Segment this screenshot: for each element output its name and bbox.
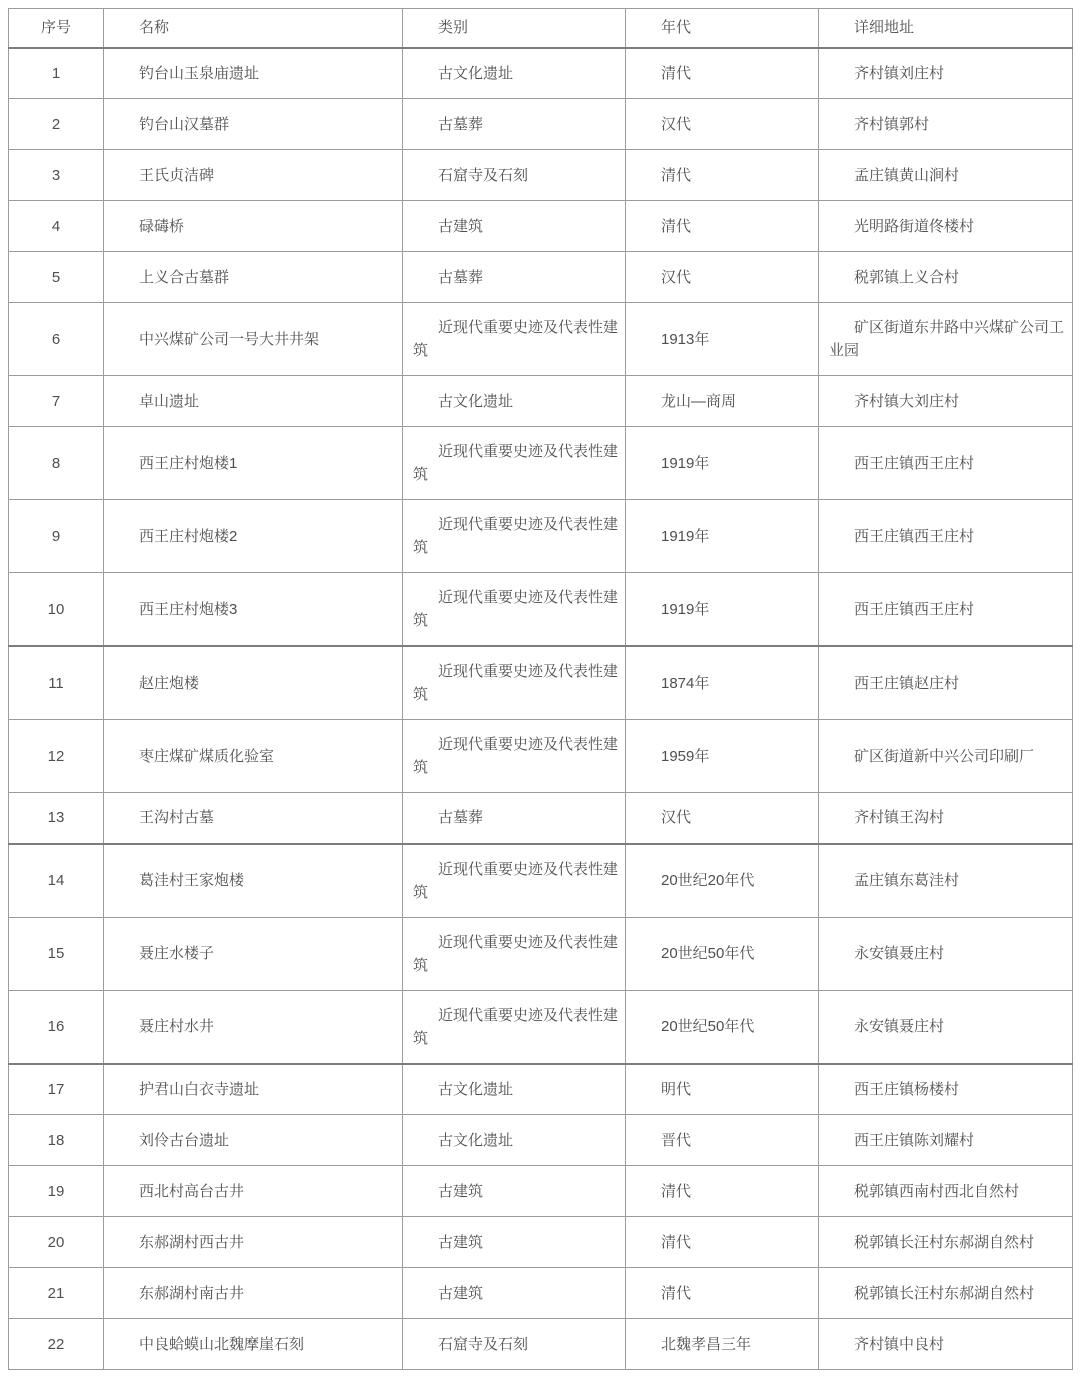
- cell-name: 刘伶古台遗址: [104, 1115, 403, 1166]
- column-header-index: 序号: [9, 9, 104, 48]
- cell-index: 5: [9, 252, 104, 303]
- cell-address: 税郭镇长汪村东郝湖自然村: [819, 1217, 1073, 1268]
- cell-index: 22: [9, 1319, 104, 1370]
- table-row: [9, 427, 1073, 500]
- cell-index: 18: [9, 1115, 104, 1166]
- cell-era: 清代: [626, 1166, 819, 1217]
- cell-name: 聂庄村水井: [104, 990, 403, 1064]
- cell-name: 上义合古墓群: [104, 252, 403, 303]
- table-row: [9, 793, 1073, 844]
- cell-index: 10: [9, 573, 104, 647]
- cell-category: 古文化遗址: [403, 48, 626, 99]
- cell-category: 古建筑: [403, 201, 626, 252]
- cell-index: 11: [9, 646, 104, 720]
- cell-era: 明代: [626, 1064, 819, 1115]
- cell-name: 钓台山汉墓群: [104, 99, 403, 150]
- cell-name: 赵庄炮楼: [104, 646, 403, 720]
- cell-era: 1959年: [626, 720, 819, 793]
- cell-name: 王沟村古墓: [104, 793, 403, 844]
- cell-name: 钓台山玉泉庙遗址: [104, 48, 403, 99]
- cell-category: 古建筑: [403, 1217, 626, 1268]
- table-row: [9, 150, 1073, 201]
- cell-address: 西王庄镇西王庄村: [819, 427, 1073, 500]
- cell-address: 齐村镇刘庄村: [819, 48, 1073, 99]
- cell-name: 卓山遗址: [104, 376, 403, 427]
- cell-name: 葛洼村王家炮楼: [104, 844, 403, 918]
- cell-address: 西王庄镇赵庄村: [819, 646, 1073, 720]
- cell-name: 聂庄水楼子: [104, 917, 403, 990]
- cell-index: 19: [9, 1166, 104, 1217]
- table-row: [9, 1064, 1073, 1115]
- cell-era: 北魏孝昌三年: [626, 1319, 819, 1370]
- cell-index: 1: [9, 48, 104, 99]
- table-row: [9, 1115, 1073, 1166]
- cell-category: 近现代重要史迹及代表性建筑: [403, 303, 626, 376]
- cell-address: 西王庄镇杨楼村: [819, 1064, 1073, 1115]
- cell-index: 13: [9, 793, 104, 844]
- cell-address: 孟庄镇东葛洼村: [819, 844, 1073, 918]
- cell-era: 1919年: [626, 427, 819, 500]
- table-head: [9, 9, 1073, 48]
- cell-era: 清代: [626, 1217, 819, 1268]
- cell-category: 古墓葬: [403, 99, 626, 150]
- cell-address: 矿区街道东井路中兴煤矿公司工业园: [819, 303, 1073, 376]
- cell-category: 近现代重要史迹及代表性建筑: [403, 844, 626, 918]
- cell-era: 1919年: [626, 573, 819, 647]
- cell-address: 永安镇聂庄村: [819, 917, 1073, 990]
- cell-era: 1919年: [626, 500, 819, 573]
- cell-name: 西王庄村炮楼1: [104, 427, 403, 500]
- table-row: [9, 844, 1073, 918]
- table-row: [9, 500, 1073, 573]
- cell-era: 汉代: [626, 793, 819, 844]
- cell-index: 17: [9, 1064, 104, 1115]
- cell-era: 20世纪50年代: [626, 990, 819, 1064]
- cell-address: 矿区街道新中兴公司印刷厂: [819, 720, 1073, 793]
- table-row: [9, 1268, 1073, 1319]
- cell-address: 齐村镇大刘庄村: [819, 376, 1073, 427]
- table-row: [9, 917, 1073, 990]
- cell-index: 16: [9, 990, 104, 1064]
- cell-name: 王氏贞洁碑: [104, 150, 403, 201]
- table-row: [9, 201, 1073, 252]
- cell-address: 永安镇聂庄村: [819, 990, 1073, 1064]
- cell-name: 东郝湖村西古井: [104, 1217, 403, 1268]
- table-row: [9, 990, 1073, 1064]
- cell-era: 汉代: [626, 99, 819, 150]
- cell-category: 近现代重要史迹及代表性建筑: [403, 646, 626, 720]
- table-row: [9, 252, 1073, 303]
- cell-category: 古墓葬: [403, 793, 626, 844]
- cell-index: 8: [9, 427, 104, 500]
- column-header-era: 年代: [626, 9, 819, 48]
- table-row: [9, 376, 1073, 427]
- cell-name: 中良蛤蟆山北魏摩崖石刻: [104, 1319, 403, 1370]
- cell-address: 西王庄镇西王庄村: [819, 500, 1073, 573]
- cell-address: 税郭镇西南村西北自然村: [819, 1166, 1073, 1217]
- cell-category: 古建筑: [403, 1268, 626, 1319]
- cell-index: 14: [9, 844, 104, 918]
- cell-name: 西王庄村炮楼3: [104, 573, 403, 647]
- cell-name: 西王庄村炮楼2: [104, 500, 403, 573]
- cell-category: 近现代重要史迹及代表性建筑: [403, 720, 626, 793]
- cell-index: 21: [9, 1268, 104, 1319]
- cell-era: 清代: [626, 48, 819, 99]
- table-body: [9, 48, 1073, 1370]
- cell-category: 古建筑: [403, 1166, 626, 1217]
- cell-era: 清代: [626, 1268, 819, 1319]
- cell-name: 中兴煤矿公司一号大井井架: [104, 303, 403, 376]
- cell-category: 古墓葬: [403, 252, 626, 303]
- column-header-category: 类别: [403, 9, 626, 48]
- cell-name: 护君山白衣寺遗址: [104, 1064, 403, 1115]
- cell-address: 齐村镇郭村: [819, 99, 1073, 150]
- table-row: [9, 720, 1073, 793]
- cell-address: 光明路街道佟楼村: [819, 201, 1073, 252]
- table-row: [9, 99, 1073, 150]
- cell-category: 近现代重要史迹及代表性建筑: [403, 500, 626, 573]
- cell-category: 石窟寺及石刻: [403, 150, 626, 201]
- cell-era: 20世纪20年代: [626, 844, 819, 918]
- cell-era: 20世纪50年代: [626, 917, 819, 990]
- table-row: [9, 1166, 1073, 1217]
- cell-address: 齐村镇中良村: [819, 1319, 1073, 1370]
- cell-category: 近现代重要史迹及代表性建筑: [403, 917, 626, 990]
- table-header-row: [9, 9, 1073, 48]
- cell-address: 税郭镇长汪村东郝湖自然村: [819, 1268, 1073, 1319]
- cell-era: 1874年: [626, 646, 819, 720]
- table-row: [9, 1319, 1073, 1370]
- cell-index: 9: [9, 500, 104, 573]
- cell-name: 枣庄煤矿煤质化验室: [104, 720, 403, 793]
- cell-index: 7: [9, 376, 104, 427]
- cell-era: 龙山—商周: [626, 376, 819, 427]
- cell-era: 晋代: [626, 1115, 819, 1166]
- cell-index: 20: [9, 1217, 104, 1268]
- cell-name: 西北村高台古井: [104, 1166, 403, 1217]
- relics-table: [8, 8, 1073, 1370]
- cell-address: 西王庄镇陈刘耀村: [819, 1115, 1073, 1166]
- cell-category: 古文化遗址: [403, 1115, 626, 1166]
- cell-category: 石窟寺及石刻: [403, 1319, 626, 1370]
- cell-era: 汉代: [626, 252, 819, 303]
- cell-category: 近现代重要史迹及代表性建筑: [403, 990, 626, 1064]
- cell-index: 6: [9, 303, 104, 376]
- cell-era: 清代: [626, 201, 819, 252]
- cell-index: 12: [9, 720, 104, 793]
- table-row: [9, 1217, 1073, 1268]
- column-header-address: 详细地址: [819, 9, 1073, 48]
- cell-name: 东郝湖村南古井: [104, 1268, 403, 1319]
- cell-category: 古文化遗址: [403, 376, 626, 427]
- cell-era: 清代: [626, 150, 819, 201]
- cell-address: 齐村镇王沟村: [819, 793, 1073, 844]
- cell-index: 4: [9, 201, 104, 252]
- cell-index: 2: [9, 99, 104, 150]
- cell-category: 古文化遗址: [403, 1064, 626, 1115]
- column-header-name: 名称: [104, 9, 403, 48]
- cell-era: 1913年: [626, 303, 819, 376]
- cell-address: 孟庄镇黄山涧村: [819, 150, 1073, 201]
- table-row: [9, 48, 1073, 99]
- cell-index: 3: [9, 150, 104, 201]
- cell-address: 税郭镇上义合村: [819, 252, 1073, 303]
- cell-category: 近现代重要史迹及代表性建筑: [403, 427, 626, 500]
- table-row: [9, 646, 1073, 720]
- cell-category: 近现代重要史迹及代表性建筑: [403, 573, 626, 647]
- table-row: [9, 303, 1073, 376]
- cell-name: 碌碡桥: [104, 201, 403, 252]
- cell-index: 15: [9, 917, 104, 990]
- table-row: [9, 573, 1073, 647]
- cell-address: 西王庄镇西王庄村: [819, 573, 1073, 647]
